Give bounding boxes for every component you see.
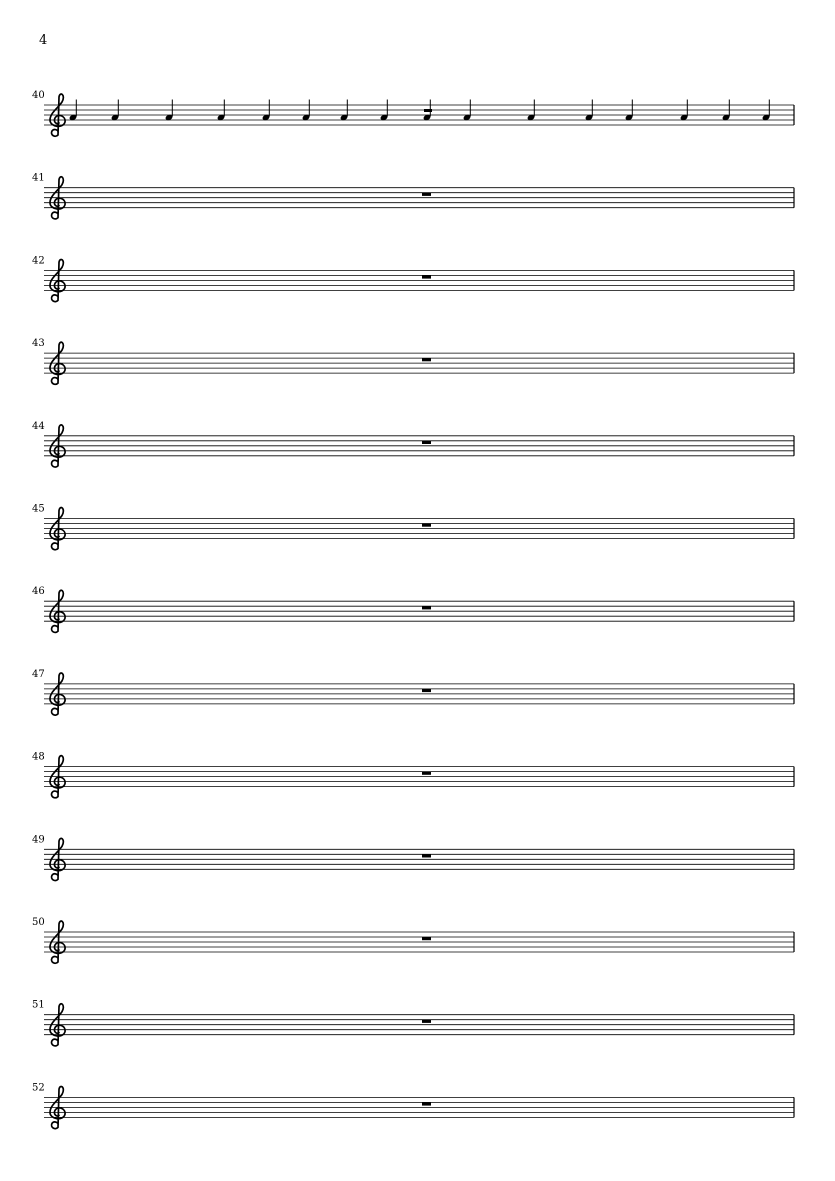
quarter-note-icon [111,100,120,122]
quarter-note-icon [340,100,349,122]
measure-number: 51 [32,999,45,1011]
rest-icon [424,109,432,112]
staff-system [32,1000,794,1046]
whole-rest-icon [422,772,431,775]
whole-rest-icon [422,606,431,609]
staff-system [32,338,794,384]
whole-rest-icon [422,193,431,196]
staff-system [32,834,794,880]
whole-rest-icon [422,854,431,857]
measure-number: 42 [32,255,45,267]
whole-rest-icon [422,358,431,361]
staff-system [32,504,794,550]
whole-rest-icon [422,1020,431,1023]
whole-rest-icon [422,524,431,527]
measure-number: 47 [32,668,45,680]
staff-system [32,1082,794,1128]
measure-number: 46 [32,586,45,598]
quarter-note-icon [722,100,731,122]
measure-number: 41 [32,172,45,184]
whole-rest-icon [422,689,431,692]
staff-system [32,917,794,963]
staff-system [32,173,794,219]
whole-rest-icon [422,937,431,940]
staff-system [32,255,794,301]
quarter-note-icon [463,100,472,122]
whole-rest-icon [422,275,431,278]
staff-system [32,421,794,467]
whole-rest-icon [422,441,431,444]
quarter-note-icon [680,100,689,122]
measure-number: 48 [32,751,45,763]
page-number: 4 [39,33,48,48]
quarter-note-icon [69,100,78,122]
quarter-note-icon [762,100,771,122]
quarter-note-icon [585,100,594,122]
staff-system [32,90,794,136]
staff-system [32,752,794,798]
quarter-note-icon [527,100,536,122]
quarter-note-icon [302,100,311,122]
quarter-note-icon [380,100,389,122]
measure-number: 44 [32,420,45,432]
measure-number: 45 [32,503,45,515]
staff-system [32,586,794,632]
measure-number: 43 [32,338,45,350]
measure-number: 52 [32,1082,45,1094]
quarter-note-icon [625,100,634,122]
measure-number: 40 [32,90,45,101]
quarter-note-icon [165,100,174,122]
measure-number: 50 [32,917,45,928]
measure-number: 49 [32,834,45,846]
quarter-note-icon [217,100,226,122]
staff-system [32,669,794,715]
quarter-note-icon [262,100,271,122]
whole-rest-icon [422,1102,431,1105]
